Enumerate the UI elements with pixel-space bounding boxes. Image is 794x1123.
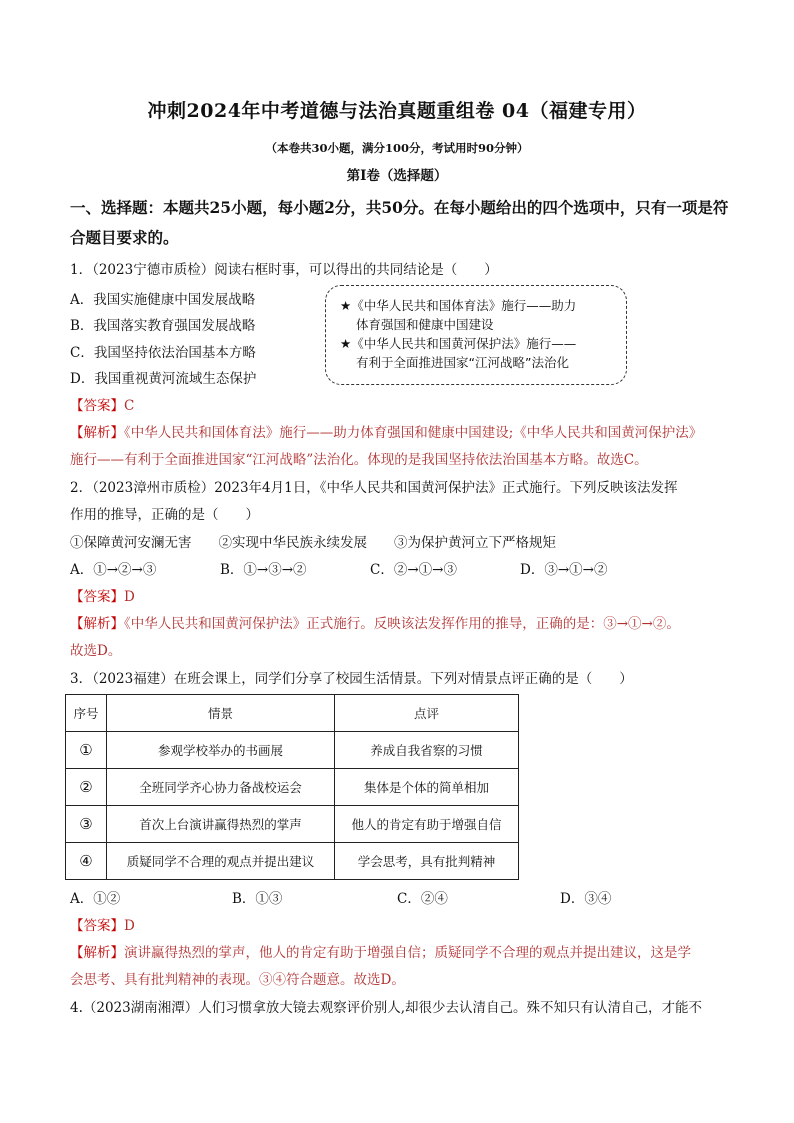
exam-info: （本卷共30小题，满分100分，考试用时90分钟） xyxy=(265,141,529,155)
q3-option-d: D．③④ xyxy=(560,891,612,907)
table-cell: 集体是个体的简单相加 xyxy=(335,769,519,806)
q2-answer: 【答案】D xyxy=(70,589,135,605)
table-cell: 全班同学齐心协力备战校运会 xyxy=(107,769,335,806)
q1-option-a: A．我国实施健康中国发展战略 xyxy=(70,292,256,308)
table-row xyxy=(66,843,519,880)
q2-analysis-cont: 故选D。 xyxy=(70,643,122,659)
table-cell: ② xyxy=(66,769,107,806)
q3-option-a: A．①② xyxy=(70,891,121,907)
table-cell: ③ xyxy=(66,806,107,843)
q1-option-b: B．我国落实教育强国发展战略 xyxy=(70,318,256,334)
q2-option-d: D．③→①→② xyxy=(520,562,608,578)
q3-answer: 【答案】D xyxy=(70,918,135,934)
table-header-cell: 序号 xyxy=(66,695,107,732)
q1-option-d: D．我国重视黄河流域生态保护 xyxy=(70,371,257,387)
q1-analysis-cont: 施行——有利于全面推进国家“江河战略”法治化。体现的是我国坚持依法治国基本方略。故选C。 xyxy=(70,452,648,468)
q1-box-line-1: ★《中华人民共和国体育法》施行——助力 xyxy=(340,298,577,313)
q3-scenario-table xyxy=(65,694,519,880)
q2-stem-cont: 作用的推导，正确的是（ ） xyxy=(70,507,259,523)
table-cell: 养成自我省察的习惯 xyxy=(335,732,519,769)
table-cell: 参观学校举办的书画展 xyxy=(107,732,335,769)
table-header-row xyxy=(66,695,519,732)
q2-stem: 2．（2023漳州市质检）2023年4月1日，《中华人民共和国黄河保护法》正式施行。下列反映该法发挥 xyxy=(70,480,678,496)
q2-option-a: A．①→②→③ xyxy=(70,562,157,578)
q3-option-c: C．②④ xyxy=(397,891,448,907)
table-cell: 他人的肯定有助于增强自信 xyxy=(335,806,519,843)
q2-option-b: B．①→③→② xyxy=(220,562,307,578)
table-cell: 首次上台演讲赢得热烈的掌声 xyxy=(107,806,335,843)
q3-analysis-cont: 会思考、具有批判精神的表现。③④符合题意。故选D。 xyxy=(70,972,405,988)
q1-analysis: 【解析】《中华人民共和国体育法》施行——助力体育强国和健康中国建设;《中华人民共和国黄河保护法》 xyxy=(70,425,703,441)
section-instructions: 一、选择题：本题共25小题，每小题2分，共50分。在每小题给出的四个选项中，只有一项是符合题目要求的。 xyxy=(70,198,729,247)
table-cell: 质疑同学不合理的观点并提出建议 xyxy=(107,843,335,880)
q1-box-line-2: 体育强国和健康中国建设 xyxy=(356,317,494,332)
table-header-cell: 点评 xyxy=(335,695,519,732)
table-row xyxy=(66,769,519,806)
q2-items: ①保障黄河安澜无害 ②实现中华民族永续发展 ③为保护黄河立下严格规矩 xyxy=(70,535,556,551)
q3-stem: 3．（2023福建）在班会课上，同学们分享了校园生活情景。下列对情景点评正确的是（ ） xyxy=(70,671,633,687)
table-header-cell: 情景 xyxy=(107,695,335,732)
table-row xyxy=(66,806,519,843)
q1-option-c: C．我国坚持依法治国基本方略 xyxy=(70,345,256,361)
q1-box-line-3: ★《中华人民共和国黄河保护法》施行—— xyxy=(340,336,577,351)
q3-analysis: 【解析】演讲赢得热烈的掌声，他人的肯定有助于增强自信；质疑同学不合理的观点并提出建议，这是学 xyxy=(70,945,691,961)
table-cell: 学会思考，具有批判精神 xyxy=(335,843,519,880)
q4-stem: 4.（2023湖南湘潭）人们习惯拿放大镜去观察评价别人,却很少去认清自己。殊不知只有认清自己，才能不 xyxy=(70,1000,703,1016)
table-cell: ① xyxy=(66,732,107,769)
q1-stem: 1．（2023宁德市质检）阅读右框时事，可以得出的共同结论是（ ） xyxy=(70,262,498,278)
section-heading: 第Ⅰ卷（选择题） xyxy=(346,168,448,184)
q1-box-line-4: 有利于全面推进国家“江河战略”法治化 xyxy=(356,355,569,370)
page-title: 冲刺2024年中考道德与法治真题重组卷 04（福建专用） xyxy=(147,100,647,122)
q2-analysis: 【解析】《中华人民共和国黄河保护法》正式施行。反映该法发挥作用的推导，正确的是：③→①→②。 xyxy=(70,616,680,632)
table-cell: ④ xyxy=(66,843,107,880)
q1-news-box xyxy=(325,285,627,385)
q3-option-b: B．①③ xyxy=(232,891,283,907)
q2-option-c: C．②→①→③ xyxy=(370,562,457,578)
q1-answer: 【答案】C xyxy=(70,398,135,414)
table-row xyxy=(66,732,519,769)
